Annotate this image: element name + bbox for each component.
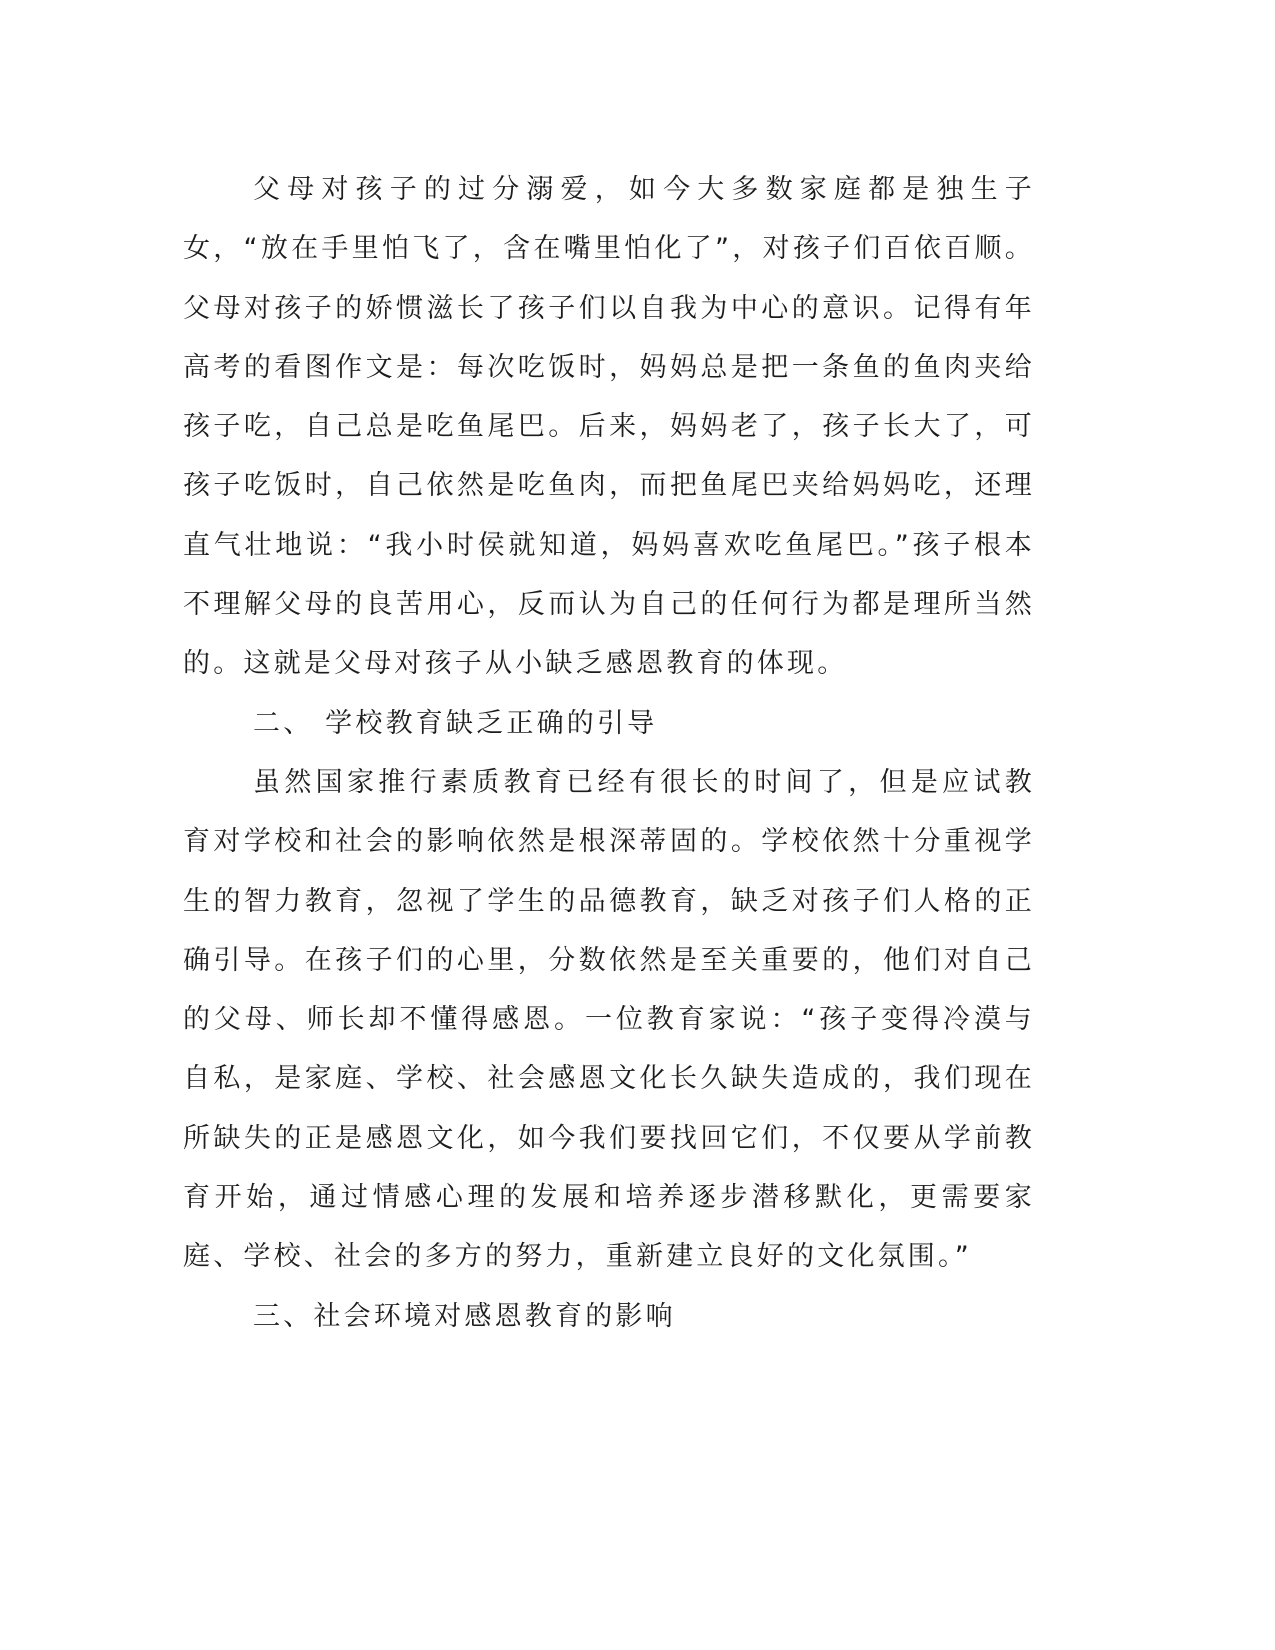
section-heading-social-environment: 三、社会环境对感恩教育的影响 [253, 1300, 676, 1332]
document-body [183, 160, 1035, 1346]
paragraph-parental-doting: 父母对孩子的过分溺爱，如今大多数家庭都是独生子女，“放在手里怕飞了，含在嘴里怕化了”，对孩子们百依百顺。父母对孩子的娇惯滋长了孩子们以自我为中心的意识。记得有年高考的看图作文是：每次吃饭时，妈妈总是把一条鱼的鱼肉夹给孩子吃，自己总是吃鱼尾巴。后来，妈妈老了，孩子长大了，可孩子吃饭时，自己依然是吃鱼肉，而把鱼尾巴夹给妈妈吃，还理直气壮地说：“我小时侯就知道，妈妈喜欢吃鱼尾巴。”孩子根本不理解父母的良苦用心，反而认为自己的任何行为都是理所当然的。这就是父母对孩子从小缺乏感恩教育的体现。 [183, 174, 1035, 680]
section-heading-school-education: 二、 学校教育缺乏正确的引导 [253, 707, 658, 739]
paragraph-school-education: 虽然国家推行素质教育已经有很长的时间了，但是应试教育对学校和社会的影响依然是根深蒂固的。学校依然十分重视学生的智力教育，忽视了学生的品德教育，缺乏对孩子们人格的正确引导。在孩子们的心里，分数依然是至关重要的，他们对自己的父母、师长却不懂得感恩。一位教育家说：“孩子变得冷漠与自私，是家庭、学校、社会感恩文化长久缺失造成的，我们现在所缺失的正是感恩文化，如今我们要找回它们，不仅要从学前教育开始，通过情感心理的发展和培养逐步潜移默化，更需要家庭、学校、社会的多方的努力，重新建立良好的文化氛围。” [183, 766, 1035, 1273]
